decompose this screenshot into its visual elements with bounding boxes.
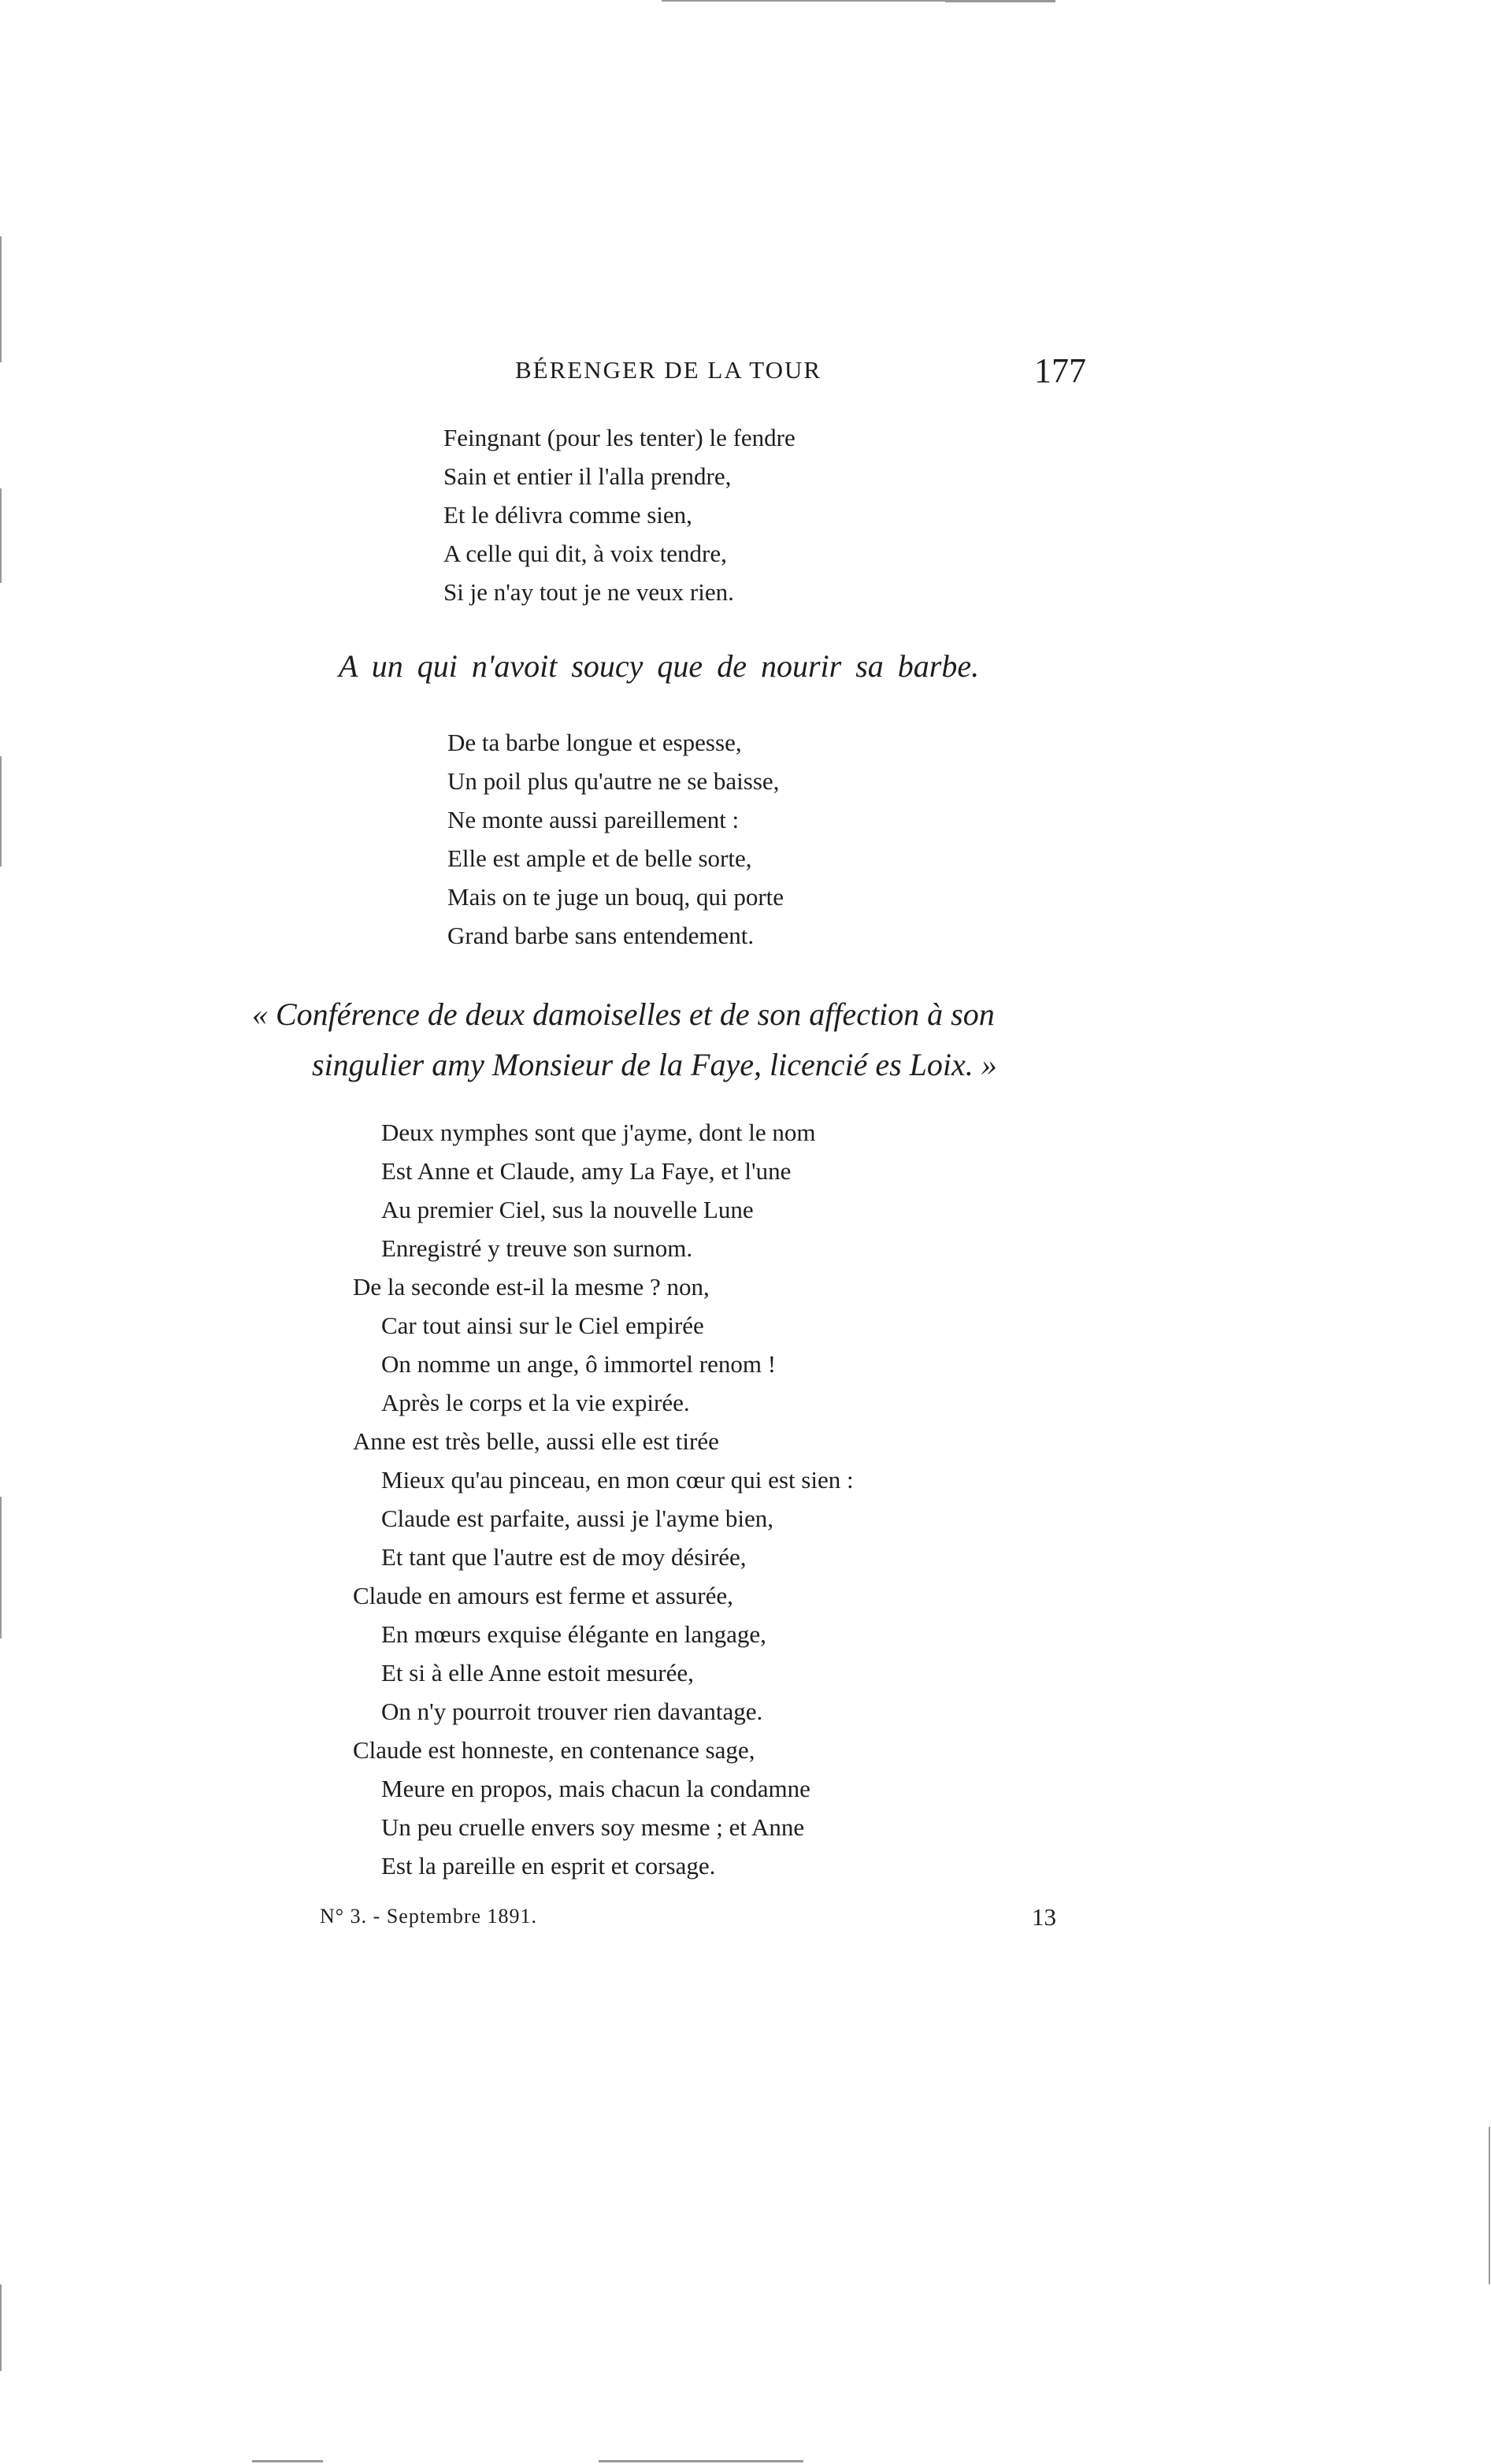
verse-line: Et le délivra comme sien, [443, 501, 692, 529]
verse-line: Un peu cruelle envers soy mesme ; et Anne [381, 1813, 805, 1841]
verse-line: On nomme un ange, ô immortel renom ! [381, 1350, 777, 1378]
verse-line: Enregistré y treuve son surnom. [381, 1234, 693, 1262]
scan-edge-mark [252, 2460, 323, 2462]
title-line-2: singulier amy Monsieur de la Faye, licencié es Loix. » [312, 1047, 997, 1082]
scan-edge-mark [0, 1497, 2, 1638]
poem-title-barbe: A un qui n'avoit soucy que de nourir sa barbe. [339, 648, 980, 684]
verse-line: Elle est ample et de belle sorte, [447, 844, 752, 872]
verse-line: De ta barbe longue et espesse, [447, 729, 742, 756]
verse-line: A celle qui dit, à voix tendre, [443, 540, 727, 567]
signature-mark: 13 [1032, 1903, 1056, 1931]
scan-edge-mark [0, 2284, 2, 2371]
verse-line: En mœurs exquise élégante en langage, [381, 1620, 766, 1648]
verse-line: Un poil plus qu'autre ne se baisse, [447, 767, 780, 795]
verse-line: On n'y pourroit trouver rien davantage. [381, 1698, 763, 1725]
title-line-1: « Conférence de deux damoiselles et de son affection à son [252, 996, 995, 1032]
stanza-conference [353, 1113, 854, 1885]
verse-line: Meure en propos, mais chacun la condamne [381, 1775, 810, 1802]
verse-line: Si je n'ay tout je ne veux rien. [443, 578, 734, 606]
verse-line: Anne est très belle, aussi elle est tirée [353, 1427, 719, 1455]
scan-edge-mark [0, 488, 2, 583]
scan-edge-mark [0, 236, 2, 362]
verse-line: Et si à elle Anne estoit mesurée, [381, 1659, 694, 1687]
verse-line: Après le corps et la vie expirée. [381, 1389, 690, 1416]
scan-edge-mark [0, 756, 2, 866]
scan-edge-mark [599, 2460, 803, 2462]
verse-line: Mieux qu'au pinceau, en mon cœur qui est sien : [381, 1466, 854, 1494]
stanza-1 [443, 418, 796, 611]
page-number: 177 [1034, 351, 1086, 390]
verse-line: Claude en amours est ferme et assurée, [353, 1582, 733, 1609]
poem-title-conference [252, 989, 997, 1090]
verse-line: Sain et entier il l'alla prendre, [443, 462, 732, 490]
verse-line: Au premier Ciel, sus la nouvelle Lune [381, 1196, 754, 1223]
verse-line: De la seconde est-il la mesme ? non, [353, 1273, 710, 1301]
verse-line: Claude est parfaite, aussi je l'ayme bien, [381, 1505, 773, 1532]
verse-line: Grand barbe sans entendement. [447, 922, 755, 949]
issue-footer: N° 3. - Septembre 1891. [320, 1905, 538, 1928]
verse-line: Est Anne et Claude, amy La Faye, et l'une [381, 1157, 792, 1185]
stanza-barbe [447, 723, 784, 955]
running-title: BÉRENGER DE LA TOUR [515, 356, 822, 384]
scan-edge-mark [1489, 2127, 1490, 2284]
verse-line: Claude est honneste, en contenance sage, [353, 1736, 755, 1764]
verse-line: Et tant que l'autre est de moy désirée, [381, 1543, 747, 1571]
verse-line: Ne monte aussi pareillement : [447, 806, 740, 833]
verse-line: Deux nymphes sont que j'ayme, dont le nom [381, 1119, 816, 1146]
verse-line: Mais on te juge un bouq, qui porte [447, 883, 784, 911]
scan-edge-mark [945, 0, 1055, 2]
verse-line: Est la pareille en esprit et corsage. [381, 1852, 716, 1880]
verse-line: Feingnant (pour les tenter) le fendre [443, 424, 796, 451]
verse-line: Car tout ainsi sur le Ciel empirée [381, 1312, 704, 1339]
